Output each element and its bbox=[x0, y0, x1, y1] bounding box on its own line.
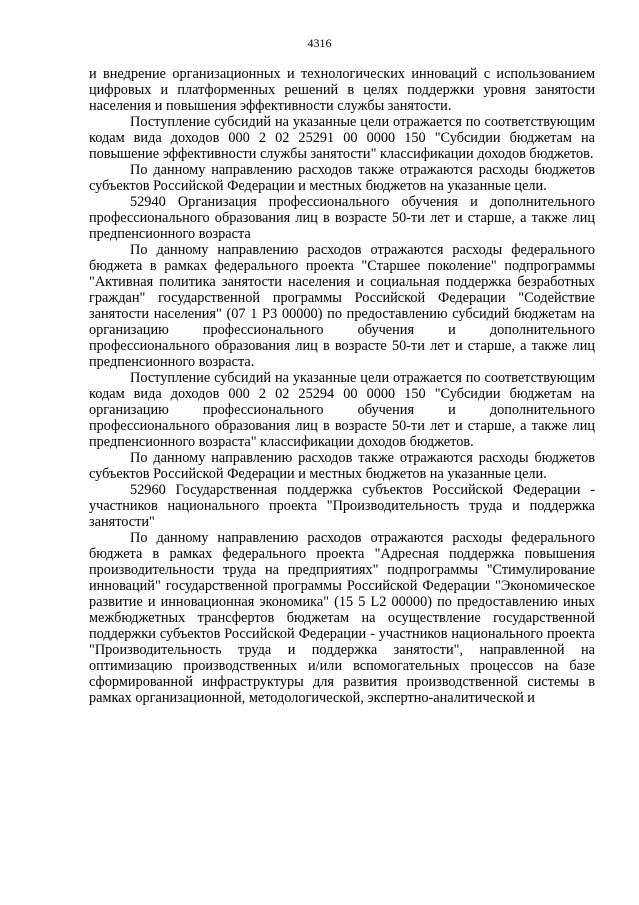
section-heading-52960: 52960 Государственная поддержка субъектов Российской Федерации - участников национального проекта "Производительность труда и поддержка занятости" bbox=[89, 482, 595, 530]
section-heading-52940: 52940 Организация профессионального обучения и дополнительного профессионального образования лиц в возрасте 50-ти лет и старше, а также лиц предпенсионного возраста bbox=[89, 194, 595, 242]
paragraph: По данному направлению расходов также отражаются расходы бюджетов субъектов Российской Федерации и местных бюджетов на указанные цели. bbox=[89, 162, 595, 194]
document-body bbox=[89, 66, 595, 706]
paragraph: По данному направлению расходов также отражаются расходы бюджетов субъектов Российской Федерации и местных бюджетов на указанные цели. bbox=[89, 450, 595, 482]
paragraph: Поступление субсидий на указанные цели отражается по соответствующим кодам вида доходов 000 2 02 25294 00 0000 150 "Субсидии бюджетам на организацию профессионального обучения и дополнительного профессионального образования лиц в возрасте 50-ти лет и старше, а также лиц предпенсионного возраста" классификации доходов бюджетов. bbox=[89, 370, 595, 450]
paragraph: Поступление субсидий на указанные цели отражается по соответствующим кодам вида доходов 000 2 02 25291 00 0000 150 "Субсидии бюджетам на повышение эффективности службы занятости" классификации доходов бюджетов. bbox=[89, 114, 595, 162]
paragraph: По данному направлению расходов отражаются расходы федерального бюджета в рамках федерального проекта "Старшее поколение" подпрограммы "Активная политика занятости населения и социальная поддержка безработных граждан" государственной программы Российской Федерации "Содействие занятости населения" (07 1 P3 00000) по предоставлению субсидий бюджетам на организацию профессионального обучения и дополнительного профессионального образования лиц в возрасте 50-ти лет и старше, а также лиц предпенсионного возраста. bbox=[89, 242, 595, 370]
paragraph: По данному направлению расходов отражаются расходы федерального бюджета в рамках федерального проекта "Адресная поддержка повышения производительности труда на предприятиях" подпрограммы "Стимулирование инноваций" государственной программы Российской Федерации "Экономическое развитие и инновационная экономика" (15 5 L2 00000) по предоставлению иных межбюджетных трансфертов бюджетам на осуществление государственной поддержки субъектов Российской Федерации - участников национального проекта "Производительность труда и поддержка занятости", направленной на оптимизацию производственных и/или вспомогательных процессов на базе сформированной инфраструктуры для развития производственной системы в рамках организационной, методологической, экспертно-аналитической и bbox=[89, 530, 595, 706]
paragraph-continuation: и внедрение организационных и технологических инноваций с использованием цифровых и платформенных решений в целях поддержки уровня занятости населения и повышения эффективности службы занятости. bbox=[89, 66, 595, 114]
page-number: 4316 bbox=[307, 36, 332, 50]
